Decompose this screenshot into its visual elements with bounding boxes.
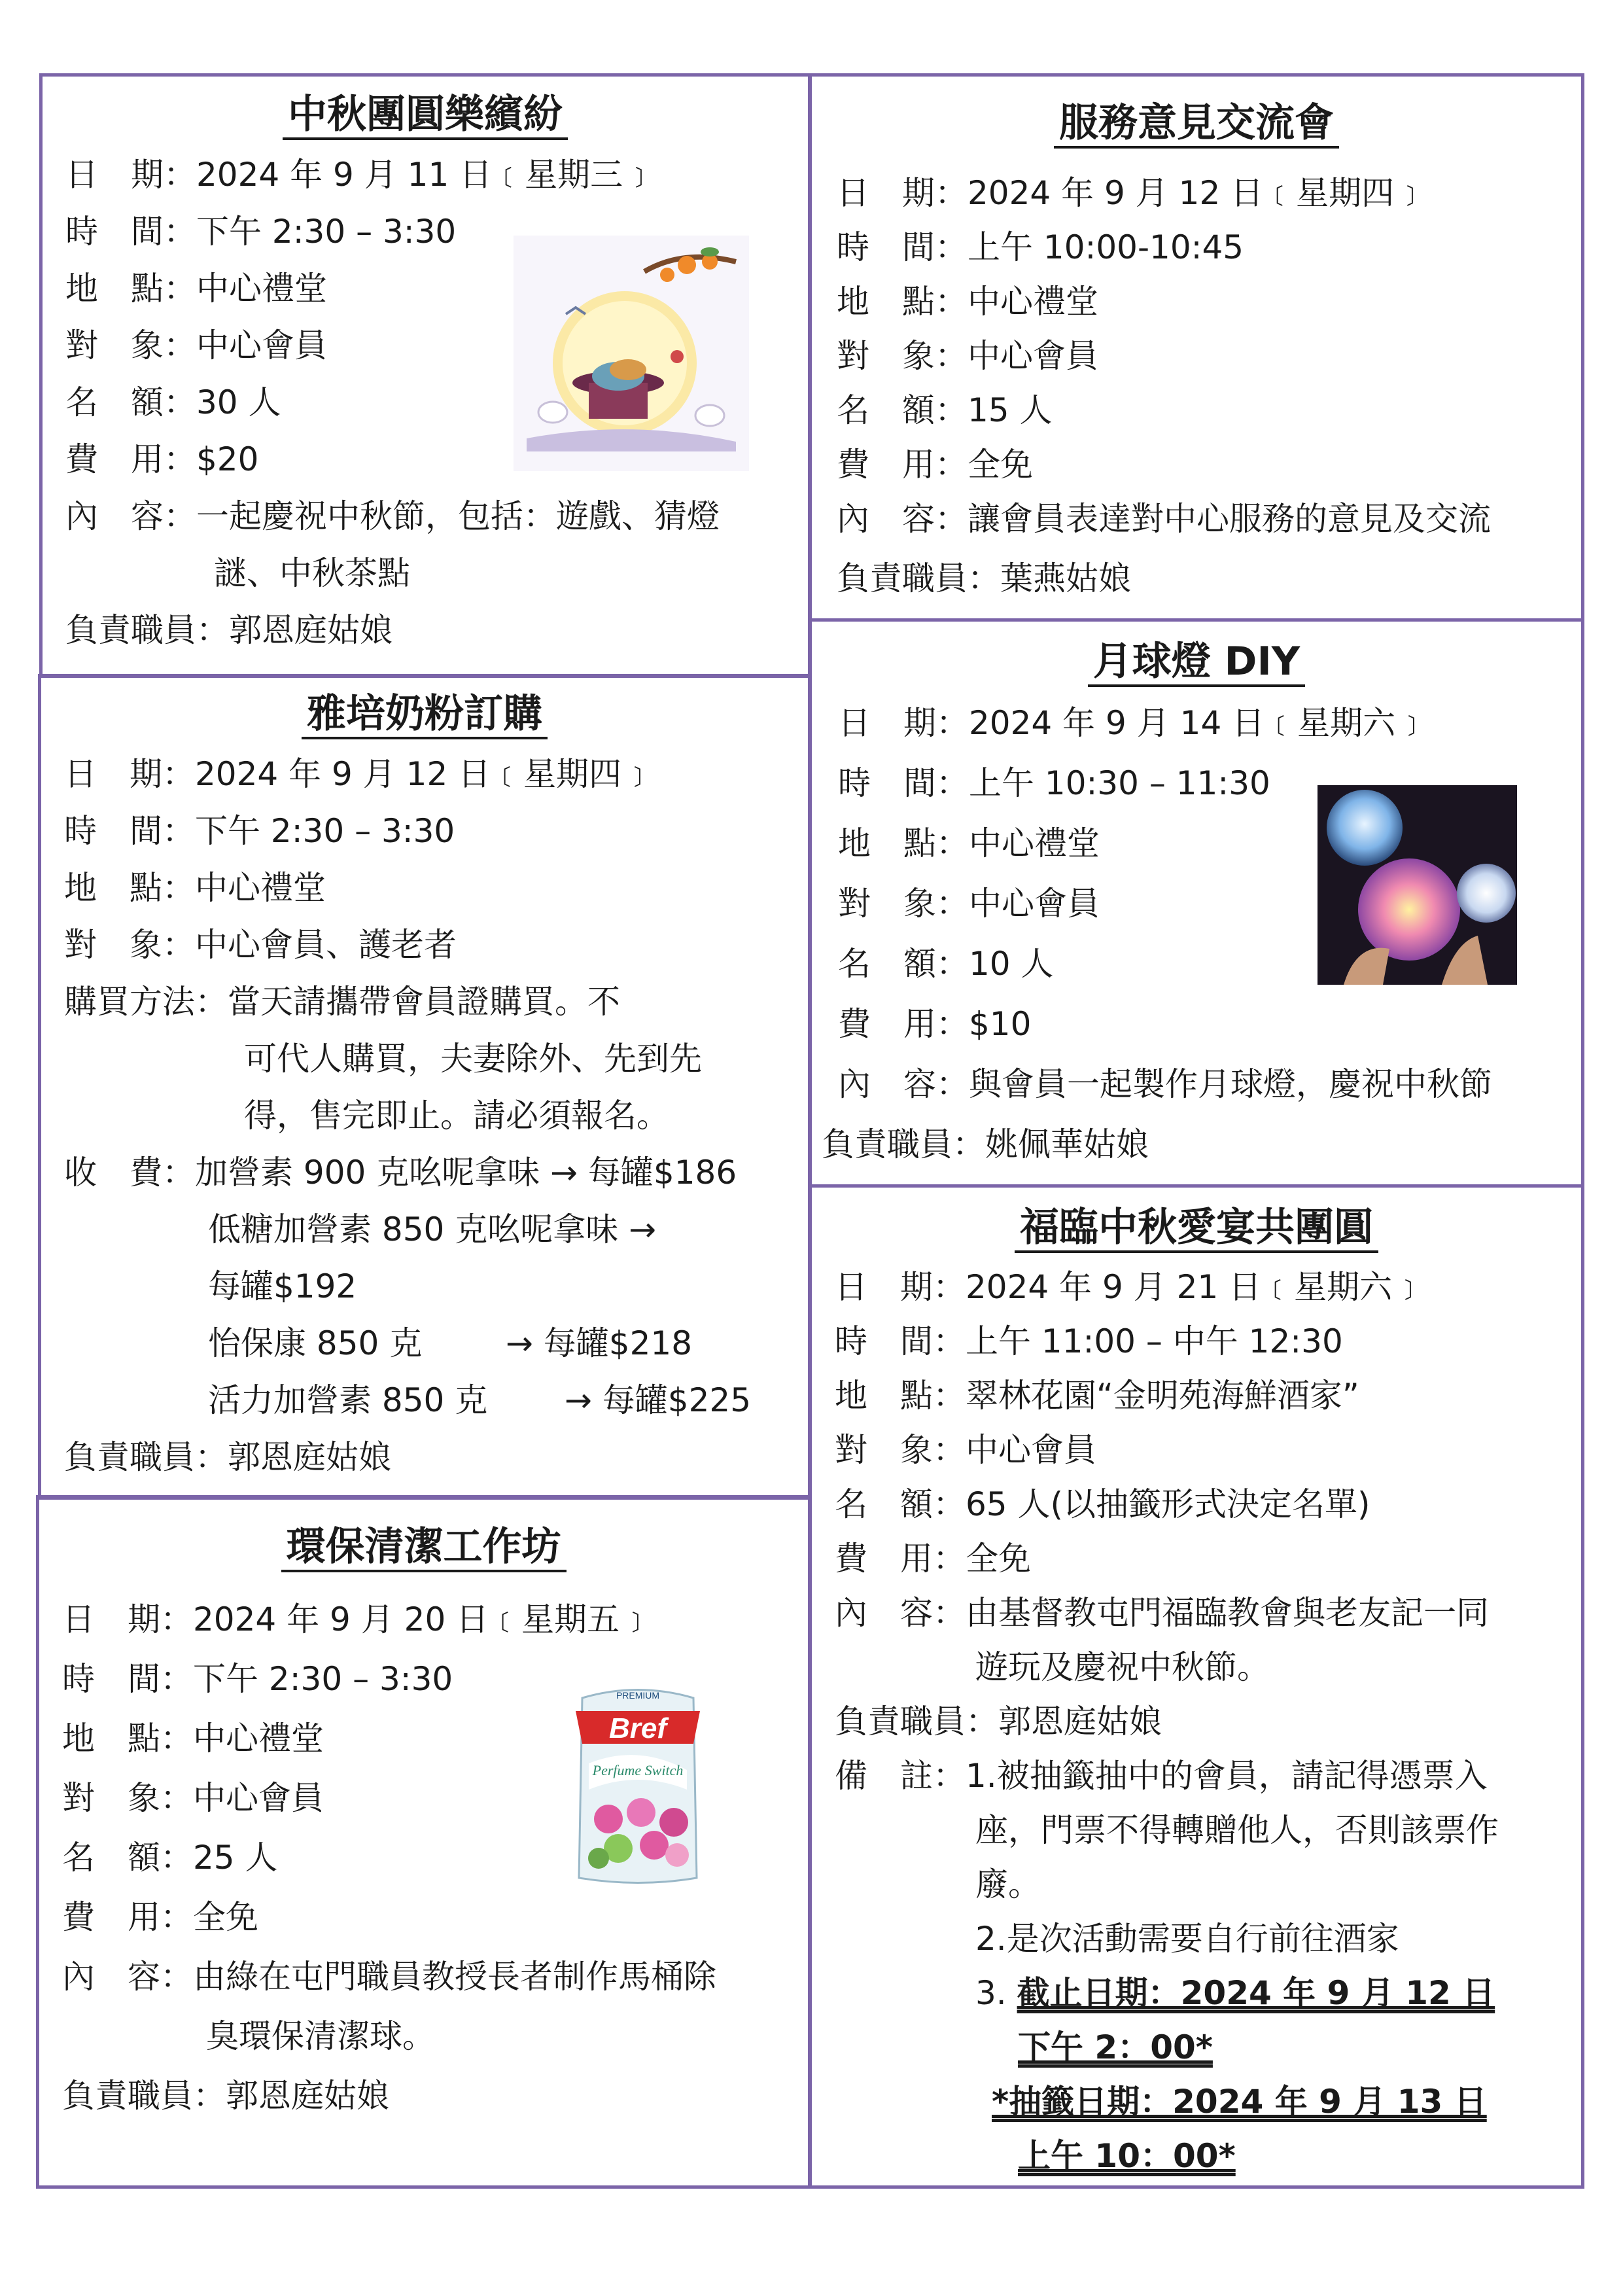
- event-mid-autumn-fun: [39, 73, 811, 678]
- target-value: 中心會員、護老者: [195, 926, 457, 964]
- target-label: 對 象：: [838, 885, 969, 923]
- method-value-cont: 可代人購買，夫妻除外、先到先: [244, 1040, 702, 1078]
- date-value: 2024 年 9 月 12 日﹝星期四﹞: [968, 174, 1427, 212]
- event-title: 環保清潔工作坊: [39, 1523, 808, 1570]
- method-value-cont: 得，售完即止。請必須報名。: [244, 1097, 669, 1135]
- product-brand: Bref: [608, 1712, 667, 1744]
- time-value: 下午 2:30 – 3:30: [195, 812, 455, 850]
- moon-lamp-photo: [1318, 785, 1517, 985]
- date-label: 日 期：: [65, 156, 196, 194]
- moon-rabbit-illustration: [514, 236, 749, 471]
- draw-date-text: *抽籤日期：2024 年 9 月 13 日: [992, 2083, 1487, 2121]
- staff-value: 郭恩庭姑娘: [228, 1438, 391, 1476]
- content-value: 由綠在屯門職員教授長者制作馬桶除: [193, 1958, 716, 1996]
- price-line: 低糖加營素 850 克吆呢拿味 →: [208, 1210, 657, 1248]
- staff-label: 負責職員：: [64, 1438, 228, 1476]
- method-label: 購買方法：: [64, 983, 228, 1021]
- content-value: 讓會員表達對中心服務的意見及交流: [968, 500, 1491, 538]
- event-title: 月球燈 DIY: [812, 638, 1581, 685]
- draw-time: 上午 10：00*: [1018, 2137, 1236, 2175]
- fee-label: 費 用：: [837, 446, 968, 484]
- quota-label: 名 額：: [65, 383, 196, 421]
- deadline-text: 截止日期：2024 年 9 月 12 日: [1017, 1974, 1495, 2012]
- content-label: 內 容：: [65, 497, 196, 535]
- remark-line: 1.被抽籤抽中的會員，請記得憑票入: [966, 1757, 1488, 1795]
- remark-number: 3.: [975, 1974, 1017, 2012]
- fee-value: 全免: [193, 1898, 258, 1936]
- staff-label: 負責職員：: [62, 2077, 226, 2115]
- bref-product-image: [563, 1685, 713, 1884]
- event-banquet: [809, 1184, 1584, 2189]
- time-value: 上午 10:30 – 11:30: [969, 764, 1270, 802]
- fee-value: $10: [969, 1005, 1032, 1043]
- staff-value: 郭恩庭姑娘: [998, 1703, 1162, 1740]
- event-title: 雅培奶粉訂購: [41, 690, 808, 737]
- price-product: 活力加營素 850 克: [208, 1381, 488, 1419]
- quota-label: 名 額：: [838, 945, 969, 983]
- time-label: 時 間：: [838, 764, 969, 802]
- product-top-text: PREMIUM: [616, 1690, 660, 1701]
- time-label: 時 間：: [835, 1322, 966, 1360]
- fee-label: 費 用：: [838, 1005, 969, 1043]
- date-label: 日 期：: [64, 755, 195, 793]
- venue-value: 中心禮堂: [195, 869, 326, 907]
- venue-value: 中心禮堂: [969, 824, 1100, 862]
- event-moon-lamp: [809, 618, 1584, 1188]
- price-product: 怡保康 850 克: [208, 1324, 423, 1362]
- time-value: 上午 10:00-10:45: [968, 228, 1244, 266]
- fee-label: 收 費：: [64, 1154, 195, 1192]
- quota-value: 25 人: [193, 1839, 278, 1877]
- content-label: 內 容：: [838, 1065, 969, 1103]
- venue-label: 地 點：: [62, 1720, 193, 1757]
- event-title: 服務意見交流會: [812, 99, 1581, 147]
- time-value: 下午 2:30 – 3:30: [196, 213, 457, 251]
- staff-value: 葉燕姑娘: [1000, 559, 1131, 597]
- fee-label: 費 用：: [62, 1898, 193, 1936]
- event-title: 中秋團圓樂繽紛: [43, 91, 808, 138]
- venue-label: 地 點：: [837, 283, 968, 321]
- event-title: 福臨中秋愛宴共團圓: [812, 1204, 1581, 1251]
- target-value: 中心會員: [966, 1431, 1096, 1469]
- remark-label: 備 註：: [835, 1757, 966, 1795]
- event-feedback-meeting: [809, 73, 1584, 622]
- content-value: 與會員一起製作月球燈，慶祝中秋節: [969, 1065, 1492, 1103]
- date-value: 2024 年 9 月 21 日﹝星期六﹞: [966, 1268, 1425, 1306]
- target-label: 對 象：: [62, 1779, 193, 1817]
- venue-label: 地 點：: [835, 1377, 966, 1415]
- date-value: 2024 年 9 月 12 日﹝星期四﹞: [195, 755, 655, 793]
- remark-line: 座，門票不得轉贈他人，否則該票作: [975, 1811, 1499, 1849]
- quota-value: 65 人(以抽籤形式決定名單): [966, 1485, 1370, 1523]
- target-value: 中心會員: [196, 327, 327, 364]
- content-label: 內 容：: [62, 1958, 193, 1996]
- date-label: 日 期：: [838, 704, 969, 742]
- fee-label: 費 用：: [65, 440, 196, 478]
- price-value: → 每罐$225: [565, 1381, 752, 1419]
- target-value: 中心會員: [968, 337, 1098, 375]
- time-value: 上午 11:00 – 中午 12:30: [966, 1322, 1343, 1360]
- fee-value: 全免: [968, 446, 1033, 484]
- fee-value: $20: [196, 440, 259, 478]
- venue-value: 翠林花園“金明苑海鮮酒家”: [966, 1377, 1359, 1415]
- staff-label: 負責職員：: [65, 611, 229, 649]
- target-value: 中心會員: [969, 885, 1100, 923]
- time-label: 時 間：: [64, 812, 195, 850]
- target-label: 對 象：: [837, 337, 968, 375]
- target-label: 對 象：: [64, 926, 195, 964]
- method-value: 當天請攜帶會員證購買。不: [228, 983, 620, 1021]
- content-value-cont: 遊玩及慶祝中秋節。: [975, 1648, 1270, 1686]
- staff-value: 郭恩庭姑娘: [226, 2077, 389, 2115]
- event-milk-powder: [38, 674, 811, 1500]
- time-label: 時 間：: [837, 228, 968, 266]
- quota-value: 15 人: [968, 391, 1053, 429]
- target-label: 對 象：: [835, 1431, 966, 1469]
- fee-value: 全免: [966, 1540, 1031, 1578]
- venue-label: 地 點：: [65, 270, 196, 308]
- moon-rabbit-icon: [514, 236, 749, 471]
- date-value: 2024 年 9 月 14 日﹝星期六﹞: [969, 704, 1429, 742]
- staff-value: 郭恩庭姑娘: [229, 611, 393, 649]
- target-label: 對 象：: [65, 327, 196, 364]
- venue-value: 中心禮堂: [196, 270, 327, 308]
- quota-value: 10 人: [969, 945, 1054, 983]
- target-value: 中心會員: [193, 1779, 324, 1817]
- time-value: 下午 2:30 – 3:30: [193, 1660, 453, 1698]
- quota-label: 名 額：: [62, 1839, 193, 1877]
- content-value-cont: 謎、中秋茶點: [214, 554, 410, 592]
- venue-value: 中心禮堂: [193, 1720, 324, 1757]
- venue-label: 地 點：: [64, 869, 195, 907]
- remark-line: 2.是次活動需要自行前往酒家: [975, 1920, 1399, 1958]
- staff-label: 負責職員：: [822, 1125, 985, 1163]
- venue-label: 地 點：: [838, 824, 969, 862]
- quota-label: 名 額：: [835, 1485, 966, 1523]
- moon-lamp-icon: [1318, 785, 1517, 985]
- deadline-time: 下午 2：00*: [1018, 2028, 1213, 2066]
- staff-label: 負責職員：: [835, 1703, 998, 1740]
- staff-value: 姚佩華姑娘: [985, 1125, 1149, 1163]
- fee-label: 費 用：: [835, 1540, 966, 1578]
- content-value-cont: 臭環保清潔球。: [206, 2017, 435, 2055]
- venue-value: 中心禮堂: [968, 283, 1098, 321]
- quota-label: 名 額：: [837, 391, 968, 429]
- quota-value: 30 人: [196, 383, 281, 421]
- content-value: 由基督教屯門福臨教會與老友記一同: [966, 1594, 1489, 1632]
- date-value: 2024 年 9 月 20 日﹝星期五﹞: [193, 1600, 653, 1638]
- date-label: 日 期：: [835, 1268, 966, 1306]
- product-subtitle: Perfume Switch: [592, 1762, 684, 1778]
- content-label: 內 容：: [835, 1594, 966, 1632]
- price-line: 每罐$192: [208, 1267, 357, 1305]
- remark-line: 廢。: [975, 1865, 1041, 1903]
- date-value: 2024 年 9 月 11 日﹝星期三﹞: [196, 156, 656, 194]
- content-value: 一起慶祝中秋節，包括：遊戲、猜燈: [196, 497, 720, 535]
- date-label: 日 期：: [62, 1600, 193, 1638]
- time-label: 時 間：: [62, 1660, 193, 1698]
- date-label: 日 期：: [837, 174, 968, 212]
- staff-label: 負責職員：: [837, 559, 1000, 597]
- price-value: → 每罐$218: [506, 1324, 693, 1362]
- content-label: 內 容：: [837, 500, 968, 538]
- price-line: 加營素 900 克吆呢拿味 → 每罐$186: [195, 1154, 737, 1192]
- event-eco-workshop: [36, 1495, 811, 2189]
- time-label: 時 間：: [65, 213, 196, 251]
